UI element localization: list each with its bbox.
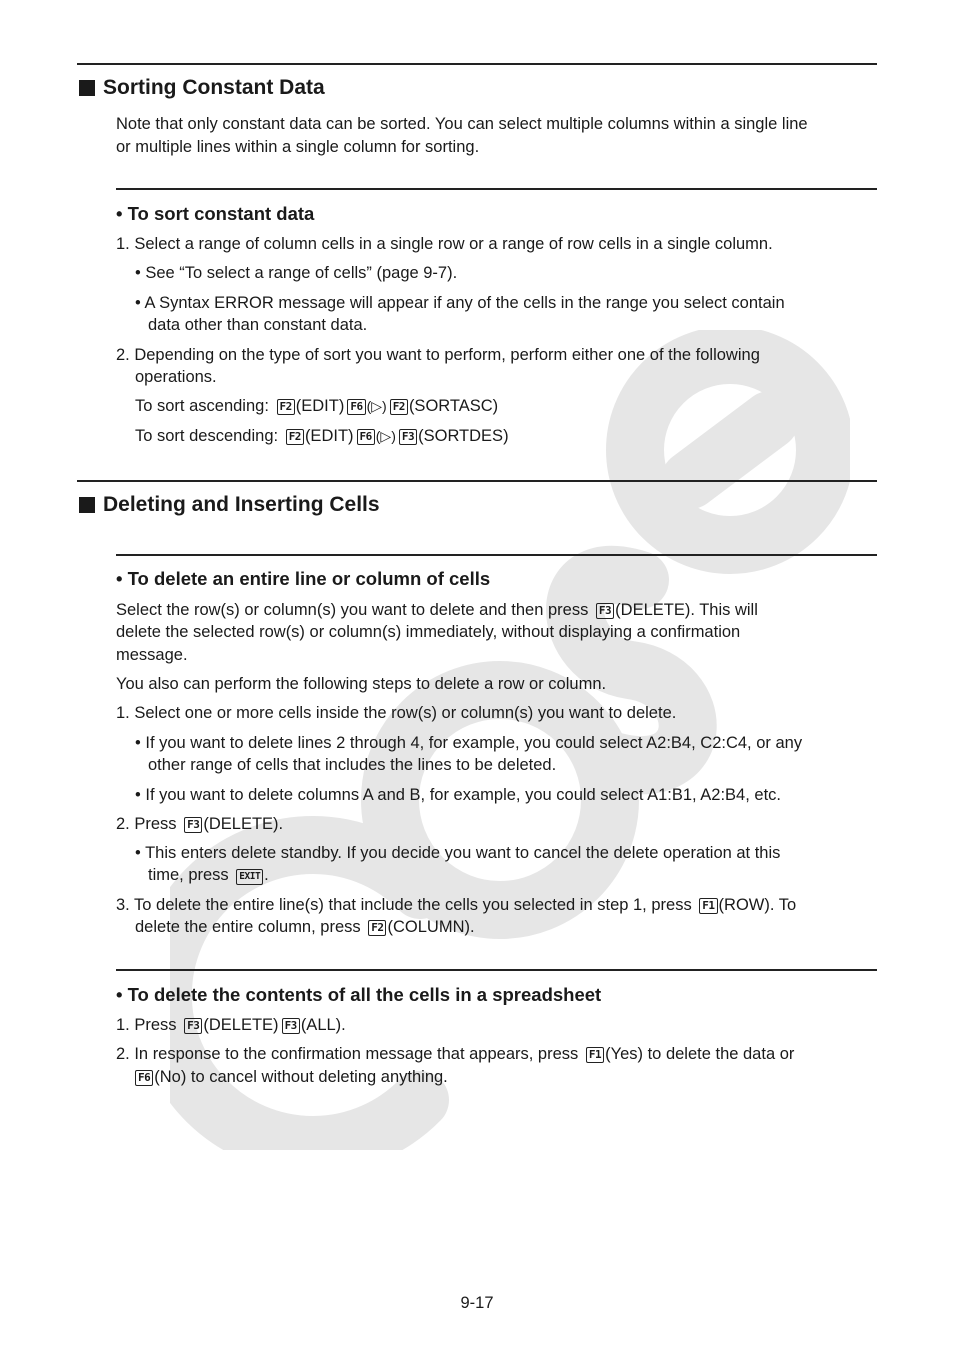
f2-key-icon: F2 — [286, 429, 304, 445]
f3-key-icon: F3 — [184, 817, 202, 833]
subsection-heading-delete-line: • To delete an entire line or column of cells — [116, 568, 491, 589]
sort-bullet-2-line1: • A Syntax ERROR message will appear if any of the cells in the range you select contain — [135, 294, 785, 312]
subsection-divider — [116, 188, 877, 190]
subsection-heading-delete-all: • To delete the contents of all the cells in a spreadsheet — [116, 984, 602, 1005]
delete-bullet-1-line2: other range of cells that includes the lines to be deleted. — [148, 756, 557, 774]
subsection-divider — [116, 554, 877, 556]
sort-bullet-1: • See “To select a range of cells” (page 9-7). — [135, 264, 458, 282]
section-divider — [77, 63, 877, 65]
sort-step-2-line2: operations. — [135, 368, 217, 386]
subsection-heading-sort: • To sort constant data — [116, 203, 315, 224]
sort-descending-line: To sort descending: F2 (EDIT) F6 (▷) F3 (SORTDES) — [135, 427, 509, 445]
f3-key-icon: F3 — [399, 429, 417, 445]
f2-key-icon: F2 — [390, 399, 408, 415]
f3-key-icon: F3 — [184, 1018, 202, 1034]
delete-bullet-3-line2: time, press EXIT . — [148, 866, 269, 884]
delete-all-step-2-line2: F6 (No) to cancel without deleting anything. — [135, 1066, 448, 1089]
f6-key-icon: F6 — [347, 399, 365, 415]
delete-bullet-1-line1: • If you want to delete lines 2 through 4, for example, you could select A2:B4, C2:C4, or any — [135, 734, 803, 752]
f2-key-icon: F2 — [368, 920, 386, 936]
subsection-divider — [116, 969, 877, 971]
square-bullet-icon — [79, 80, 95, 96]
sort-bullet-2-line2: data other than constant data. — [148, 316, 368, 334]
delete-para-1-line2: delete the selected row(s) or column(s) immediately, without displaying a confirmation — [116, 623, 741, 641]
section-heading-sorting: Sorting Constant Data — [79, 76, 325, 100]
section-divider — [77, 480, 877, 482]
f3-key-icon: F3 — [596, 603, 614, 619]
delete-all-step-2-line1: 2. In response to the confirmation message that appears, press F1 (Yes) to delete the data or — [116, 1045, 795, 1063]
delete-bullet-3-line1: • This enters delete standby. If you decide you want to cancel the delete operation at this — [135, 844, 781, 862]
delete-step-1: 1. Select one or more cells inside the row(s) or column(s) you want to delete. — [116, 704, 677, 722]
page-number: 9-17 — [460, 1294, 494, 1312]
f1-key-icon: F1 — [699, 898, 717, 914]
exit-key-icon: EXIT — [236, 869, 263, 885]
f3-key-icon: F3 — [282, 1018, 300, 1034]
delete-para-1-line3: message. — [116, 646, 188, 664]
square-bullet-icon — [79, 497, 95, 513]
f6-key-icon: F6 — [135, 1070, 153, 1086]
sort-ascending-line: To sort ascending: F2 (EDIT) F6 (▷) F2 (SORTASC) — [135, 397, 499, 415]
f6-key-icon: F6 — [357, 429, 375, 445]
f1-key-icon: F1 — [586, 1047, 604, 1063]
delete-bullet-2: • If you want to delete columns A and B, for example, you could select A1:B1, A2:B4, etc. — [135, 786, 781, 804]
section-heading-deleting: Deleting and Inserting Cells — [79, 493, 380, 517]
delete-step-2: 2. Press F3 (DELETE). — [116, 815, 284, 833]
sort-step-1: 1. Select a range of column cells in a single row or a range of row cells in a single column. — [116, 235, 773, 253]
delete-all-step-1: 1. Press F3 (DELETE) F3 (ALL). — [116, 1016, 346, 1034]
sorting-intro-line1: Note that only constant data can be sorted. You can select multiple columns within a single line — [116, 115, 808, 133]
delete-step-3-line2: delete the entire column, press F2 (COLUMN). — [135, 918, 475, 936]
sort-step-2-line1: 2. Depending on the type of sort you want to perform, perform either one of the following — [116, 346, 760, 364]
sorting-intro-line2: or multiple lines within a single column for sorting. — [116, 138, 480, 156]
f2-key-icon: F2 — [277, 399, 295, 415]
delete-para-1-line1: Select the row(s) or column(s) you want to delete and then press F3 (DELETE). This will — [116, 601, 758, 619]
delete-para-2: You also can perform the following steps to delete a row or column. — [116, 675, 607, 693]
delete-step-3-line1: 3. To delete the entire line(s) that include the cells you selected in step 1, press F1 (ROW). To — [116, 896, 797, 914]
